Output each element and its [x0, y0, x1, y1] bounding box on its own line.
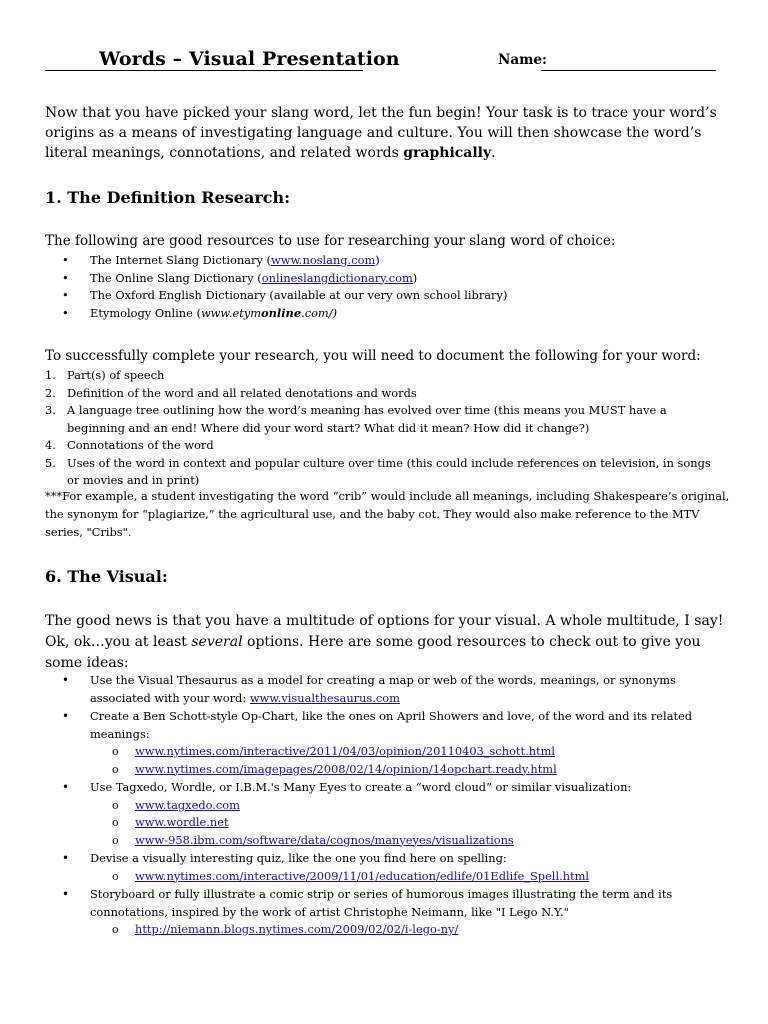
resources-intro: The following are good resources to use for researching your slang word of choice:: [45, 233, 616, 249]
spelling-quiz-link[interactable]: www.nytimes.com/interactive/2009/11/01/education/edlife/01Edlife_Spell.html: [135, 868, 590, 883]
example-note: ***For example, a student investigating the word “crib” would include all meanings, including Shakespeare’s original, the synonym for “plagiarize,” the agricultural use, and the baby cot. They would also make reference to the MTV series, "Cribs".: [45, 489, 730, 539]
opchart-ready-link[interactable]: www.nytimes.com/imagepages/2008/02/14/opinion/14opchart.ready.html: [135, 761, 557, 776]
sub-list-item: [90, 868, 722, 886]
list-item: 4. Connotations of the word: [45, 438, 214, 452]
list-item: 5. Uses of the word in context and popular culture over time (this could include references on television, in songs or movies and in print): [45, 455, 711, 487]
sub-list-item: [90, 832, 722, 850]
niemann-blog-link[interactable]: http://niemann.blogs.nytimes.com/2009/02/02/i-lego-ny/: [135, 922, 459, 936]
research-items-list: [45, 367, 725, 490]
sub-list-item: [90, 761, 722, 779]
page-title: Words – Visual Presentation: [99, 48, 400, 70]
wordle-link[interactable]: www.wordle.net: [135, 815, 229, 829]
onlineslangdictionary-link[interactable]: onlineslangdictionary.com: [261, 270, 413, 285]
document-intro: To successfully complete your research, you will need to document the following for your word:: [45, 348, 701, 364]
page-header: [45, 48, 725, 72]
list-item: • The Internet Slang Dictionary (www.noslang.com): [62, 252, 722, 270]
list-item: • Storyboard or fully illustrate a comic strip or series of humorous images illustrating the term and its connotations, inspired by the work of artist Christophe Neimann, like "I Lego N.Y." o http://niemann.blogs.nytimes.com/2009/02/02/i-lego-ny/: [62, 886, 722, 939]
sub-list-item: [90, 743, 722, 761]
sub-list-item: [90, 814, 722, 832]
intro-text: Now that you have picked your slang word, let the fun begin! Your task is to trace your word’s origins as a means of investigating language and culture. You will then showcase the word’s literal meanings, connotations, and related words: [45, 105, 717, 161]
list-item: • Etymology Online (www.etymonline.com/): [62, 305, 722, 323]
intro-end: .: [491, 145, 496, 161]
visual-options-list: [62, 672, 722, 940]
sub-list-item: [90, 797, 722, 815]
list-item: • The Oxford English Dictionary (available at our very own school library): [62, 287, 722, 305]
list-item: 3. A language tree outlining how the word’s meaning has evolved over time (this means you MUST have a beginning and an end! Where did your word start? What did it mean? How did it change?): [45, 403, 667, 435]
list-item: • Create a Ben Schott-style Op-Chart, like the ones on April Showers and love, of the word and its related meanings: o www.nytimes.com/interactive/2011/04/03/opinion/20110403_schott.html o www.nytimes.com/imagepages/2008/02/14/opinion/14opchart.ready.html: [62, 708, 722, 778]
intro-bold-word: graphically: [403, 145, 492, 161]
visual-intro: The good news is that you have a multitude of options for your visual. A whole multitude, I say! Ok, ok…you at least several options. Here are some good resources to check out to give you some ideas:: [45, 613, 724, 671]
intro-paragraph: [45, 103, 735, 163]
section-1-heading: 1. The Definition Research:: [45, 188, 291, 207]
section-6-heading: 6. The Visual:: [45, 567, 168, 586]
list-item: • Use the Visual Thesaurus as a model for creating a map or web of the words, meanings, or synonyms associated with your word: www.visualthesaurus.com: [62, 672, 722, 707]
list-item: • The Online Slang Dictionary (onlineslangdictionary.com): [62, 270, 722, 288]
title-underline: [45, 70, 363, 71]
schott-opchart-link[interactable]: www.nytimes.com/interactive/2011/04/03/opinion/20110403_schott.html: [135, 744, 556, 758]
name-blank-line: [541, 70, 716, 71]
list-item: 2. Definition of the word and all related denotations and words: [45, 385, 417, 400]
list-item: • Devise a visually interesting quiz, like the one you find here on spelling: o www.nytimes.com/interactive/2009/11/01/education/edlife/01Edlife_Spell.html: [62, 850, 722, 885]
noslang-link[interactable]: www.noslang.com: [270, 253, 376, 267]
resources-list: [62, 252, 722, 322]
sub-list-item: [90, 921, 722, 939]
manyeyes-link[interactable]: www-958.ibm.com/software/data/cognos/manyeyes/visualizations: [135, 832, 514, 847]
tagxedo-link[interactable]: www.tagxedo.com: [135, 797, 240, 812]
name-label: Name:: [498, 52, 547, 68]
list-item: 1. Part(s) of speech: [45, 368, 165, 382]
visualthesaurus-link[interactable]: www.visualthesaurus.com: [249, 690, 400, 705]
list-item: • Use Tagxedo, Wordle, or I.B.M.'s Many Eyes to create a “word cloud” or similar visualization: o www.tagxedo.com o www.wordle.net o www-958.ibm.com/software/data/cognos/manyeyes/visualizations: [62, 779, 722, 849]
